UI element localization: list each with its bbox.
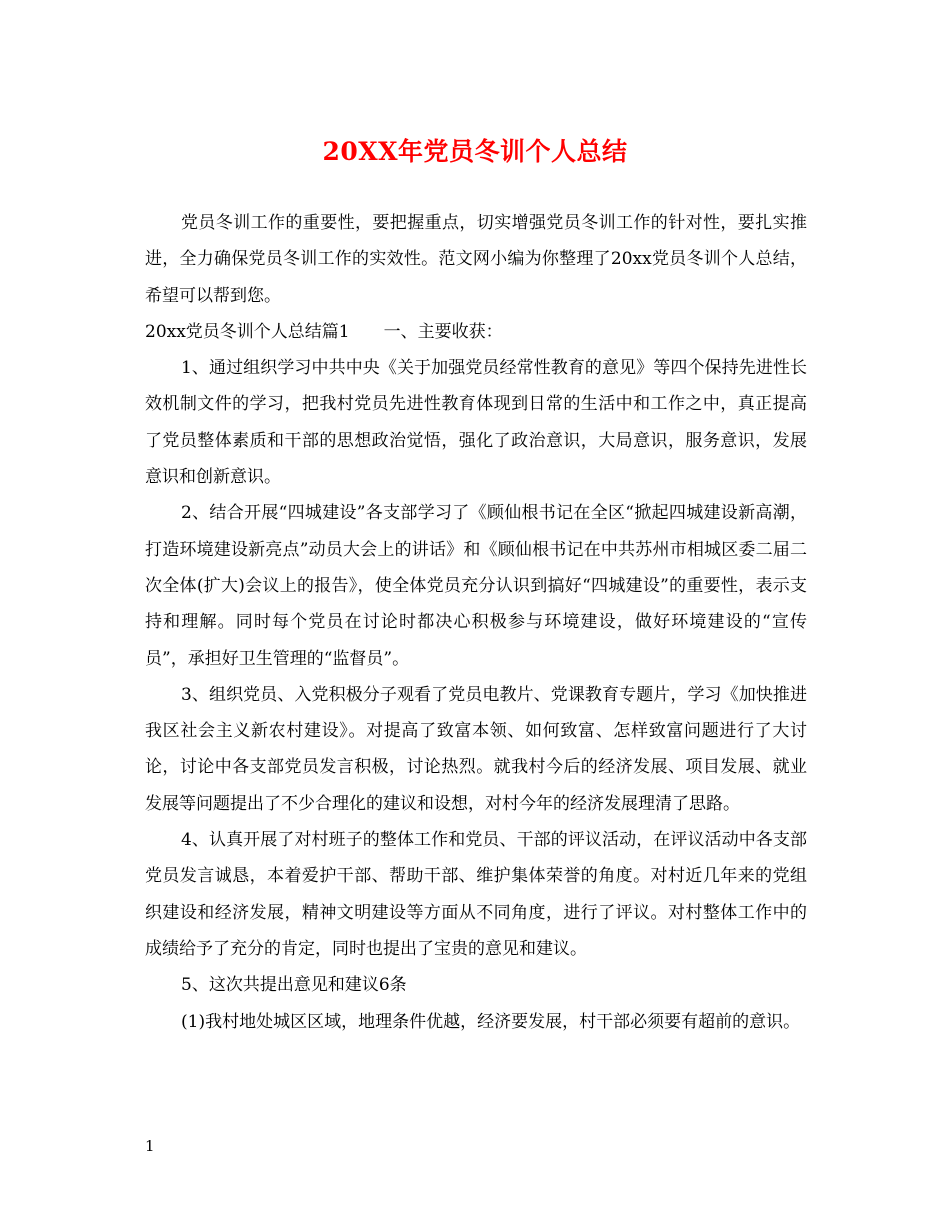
paragraph-subitem-1: (1)我村地处城区区域，地理条件优越，经济要发展，村干部必须要有超前的意识。 bbox=[181, 1011, 801, 1032]
page-number: 1 bbox=[145, 1137, 155, 1155]
paragraph-item-3: 3、组织党员、入党积极分子观看了党员电教片、党课教育专题片，学习《加快推进我区社会主义新农村建设》。对提高了致富本领、如何致富、怎样致富问题进行了大讨论，讨论中各支部党员发言积极，讨论热烈。就我村今后的经济发展、项目发展、就业发展等问题提出了不少合理化的建议和设想，对村今年的经济发展理清了思路。 bbox=[145, 684, 807, 814]
intro-paragraph: 党员冬训工作的重要性，要把握重点，切实增强党员冬训工作的针对性，要扎实推进，全力确保党员冬训工作的实效性。范文网小编为你整理了20xx党员冬训个人总结，希望可以帮到您。 bbox=[145, 213, 807, 306]
paragraph-item-5: 5、这次共提出意见和建议6条 bbox=[181, 975, 407, 996]
document-title: 20XX年党员冬训个人总结 bbox=[322, 137, 628, 166]
paragraph-item-1: 1、通过组织学习中共中央《关于加强党员经常性教育的意见》等四个保持先进性长效机制文件的学习，把我村党员先进性教育体现到日常的生活中和工作之中，真正提高了党员整体素质和干部的思想政治觉悟，强化了政治意识，大局意识，服务意识，发展意识和创新意识。 bbox=[145, 358, 807, 488]
paragraph-item-4: 4、认真开展了对村班子的整体工作和党员、干部的评议活动，在评议活动中各支部党员发言诚恳，本着爱护干部、帮助干部、维护集体荣誉的角度。对村近几年来的党组织建设和经济发展，精神文明建设等方面从不同角度，进行了评议。对村整体工作中的成绩给予了充分的肯定，同时也提出了宝贵的意见和建议。 bbox=[145, 830, 807, 959]
document-body bbox=[145, 205, 807, 1040]
section-heading: 20xx党员冬训个人总结篇1 一、主要收获： bbox=[145, 321, 503, 342]
paragraph-item-2: 2、结合开展“四城建设”各支部学习了《顾仙根书记在全区“掀起四城建设新高潮，打造环境建设新亮点”动员大会上的讲话》和《顾仙根书记在中共苏州市相城区委二届二次全体(扩大)会议上的报告》，使全体党员充分认识到搞好“四城建设”的重要性，表示支持和理解。同时每个党员在讨论时都决心积极参与环境建设，做好环境建设的“宣传员”，承担好卫生管理的“监督员”。 bbox=[145, 503, 807, 669]
